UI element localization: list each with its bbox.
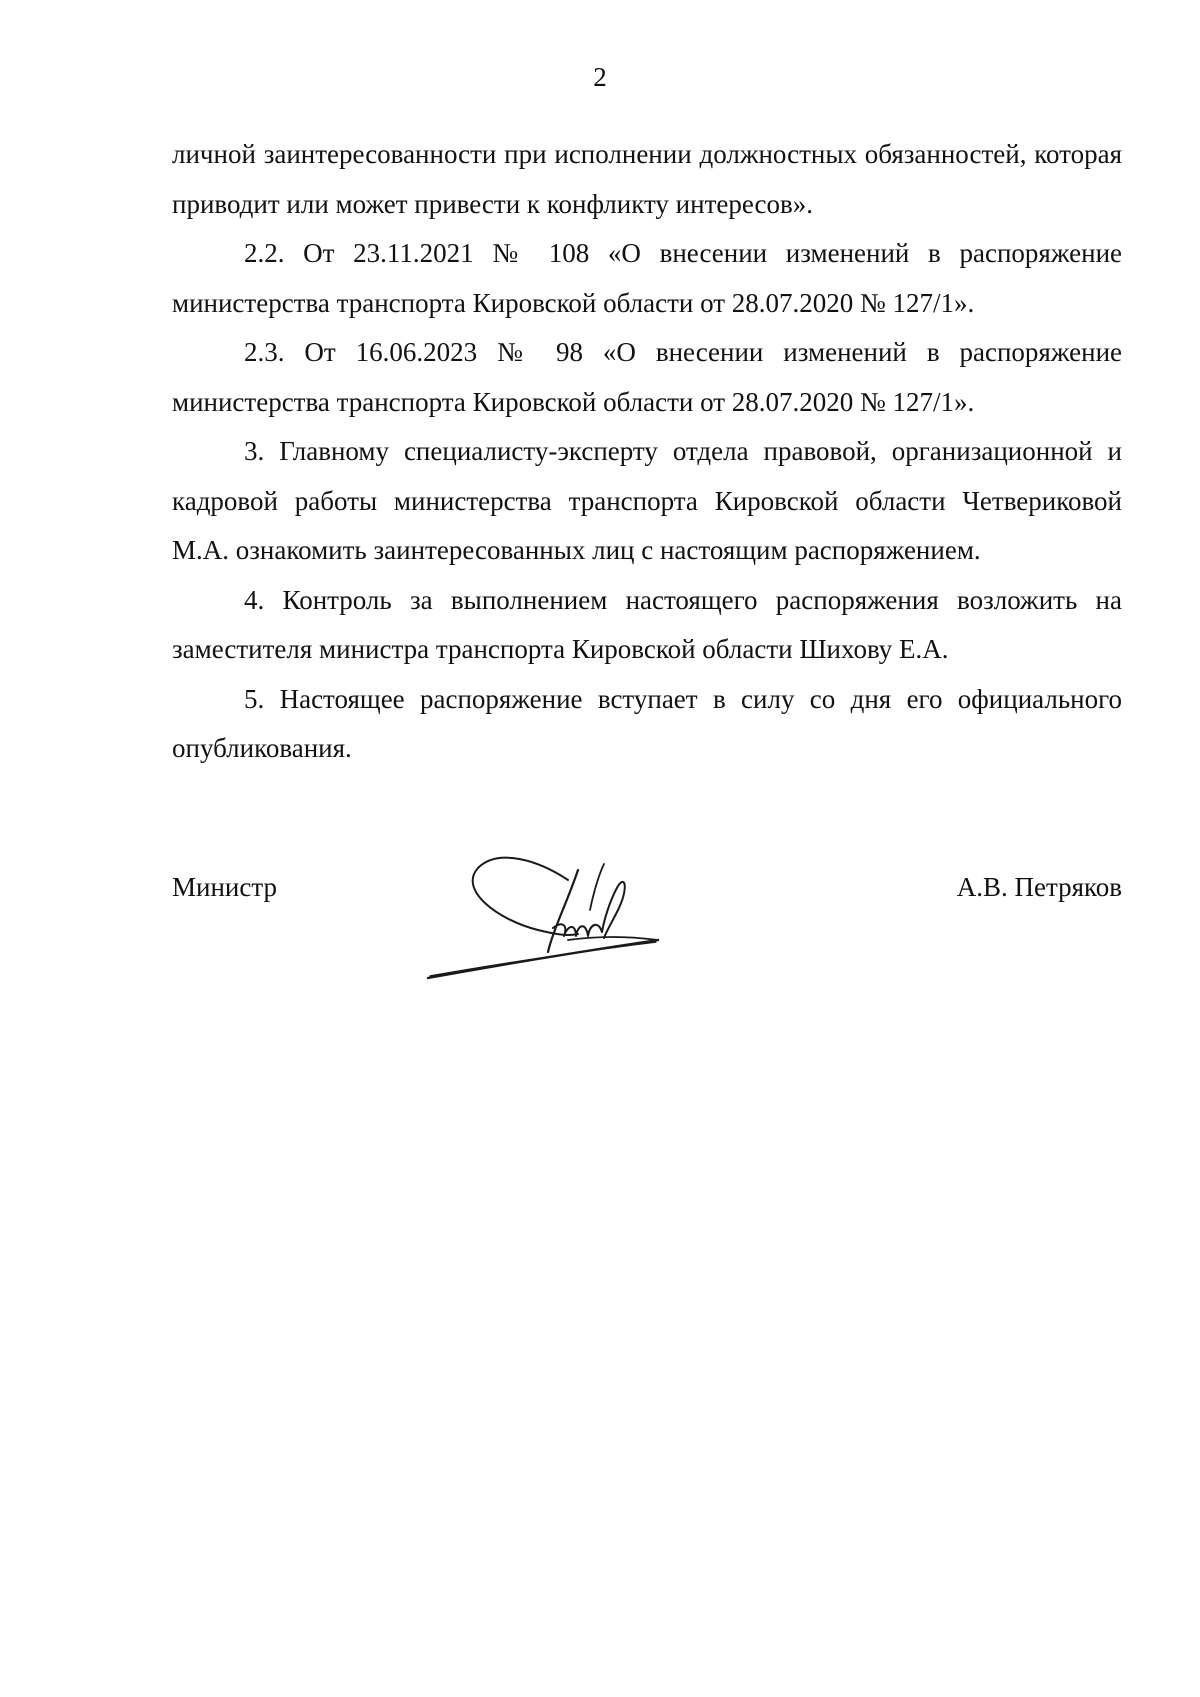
paragraph-2-2: 2.2. От 23.11.2021 № 108 «О внесении изменений в распоряжение министерства транспорта Кировской области от 28.07.2020 № 127/1». xyxy=(172,238,1122,318)
signatory-title: Министр xyxy=(172,872,277,902)
document-body xyxy=(172,130,1122,774)
paragraph-5: 5. Настоящее распоряжение вступает в силу со дня его официального опубликования. xyxy=(172,683,1122,763)
signatory-name: А.В. Петряков xyxy=(956,872,1122,902)
page-number: 2 xyxy=(593,62,607,92)
paragraph-2-3: 2.3. От 16.06.2023 № 98 «О внесении изменений в распоряжение министерства транспорта Кировской области от 28.07.2020 № 127/1». xyxy=(172,337,1122,417)
paragraph-4: 4. Контроль за выполнением настоящего распоряжения возложить на заместителя министра транспорта Кировской области Шихову Е.А. xyxy=(172,584,1122,664)
paragraph-continuation: личной заинтересованности при исполнении должностных обязанностей, которая приводит или может привести к конфликту интересов». xyxy=(172,139,1122,219)
paragraph-3: 3. Главному специалисту-эксперту отдела правовой, организационной и кадровой работы министерства транспорта Кировской области Четвериковой М.А. ознакомить заинтересованных лиц с настоящим распоряжением. xyxy=(172,436,1122,565)
handwritten-signature xyxy=(418,850,718,990)
